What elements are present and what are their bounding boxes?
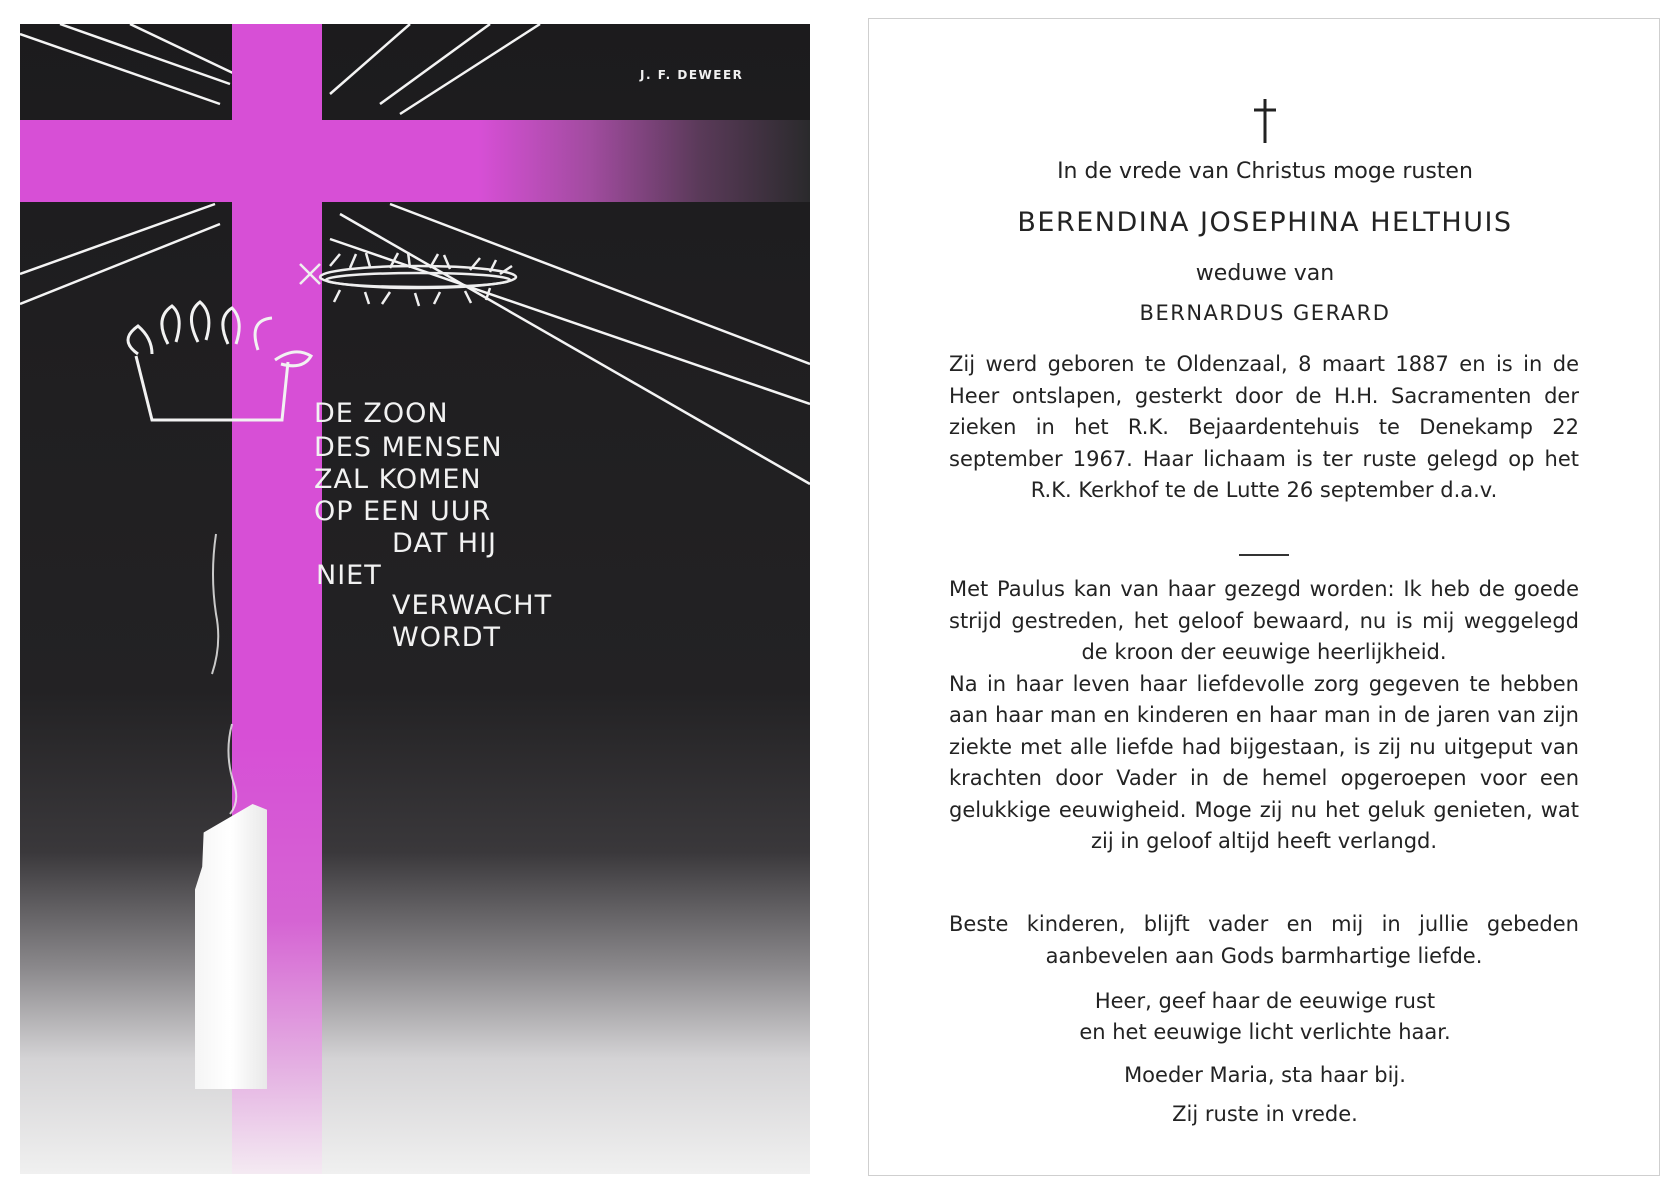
poem-line: NIET bbox=[316, 560, 382, 591]
paul-quote-paragraph bbox=[949, 574, 1579, 858]
paul-quote: Met Paulus kan van haar gezegd worden: Ik heb de goede strijd gestreden, het geloof bewaard, nu is mij weggelegd de kroon der eeuwige heerlijkheid. bbox=[949, 577, 1579, 664]
publisher-label: J. F. DEWEER bbox=[640, 68, 744, 82]
spouse-name: BERNARDUS GERARD bbox=[1139, 301, 1391, 325]
prayer-line-2: en het eeuwige licht verlichte haar. bbox=[1079, 1020, 1451, 1044]
poem-line: ZAL KOMEN bbox=[314, 464, 482, 495]
poem-line: DE ZOON bbox=[314, 398, 449, 429]
crown-icon bbox=[128, 302, 311, 420]
closing-paragraph: Beste kinderen, blijft vader en mij in jullie gebeden aanbevelen aan Gods barmhartige liefde. bbox=[949, 912, 1579, 968]
poem-line: DAT HIJ bbox=[392, 528, 497, 559]
section-divider bbox=[1239, 554, 1289, 556]
rest-in-peace: Zij ruste in vrede. bbox=[1172, 1102, 1358, 1126]
mary-invocation: Moeder Maria, sta haar bij. bbox=[1124, 1063, 1406, 1087]
crown-of-thorns-icon bbox=[300, 252, 516, 306]
memorial-card-front bbox=[20, 24, 810, 1174]
poem-line: VERWACHT bbox=[392, 590, 553, 621]
smoke-wisp bbox=[212, 534, 236, 814]
poem-line: DES MENSEN bbox=[314, 432, 503, 463]
poem-line: WORDT bbox=[392, 622, 501, 653]
candle-icon bbox=[195, 804, 267, 1089]
deceased-name: BERENDINA JOSEPHINA HELTHUIS bbox=[1017, 207, 1513, 238]
memorial-card-back bbox=[868, 18, 1660, 1176]
cross-icon bbox=[1250, 97, 1280, 145]
prayer-line-1: Heer, geef haar de eeuwige rust bbox=[1094, 989, 1436, 1013]
life-text: Na in haar leven haar liefdevolle zorg gegeven te hebben aan haar man en kinderen en haar man in de jaren van zijn ziekte met alle liefde had bijgestaan, is zij nu uitgeput van krachten door Vader in de hemel opgeroepen voor een gelukkige eeuwigheid. Moge zij nu het geluk genieten, wat zij in geloof altijd heeft verlangd. bbox=[949, 671, 1579, 853]
biography-paragraph: Zij werd geboren te Oldenzaal, 8 maart 1887 en is in de Heer ontslapen, gesterkt door de H.H. Sacramenten der zieken in het R.K. Bejaardentehuis te Denekamp 22 september 1967. Haar lichaam is ter ruste gelegd op het R.K. Kerkhof te de Lutte 26 september d.a.v. bbox=[949, 352, 1579, 502]
opening-line: In de vrede van Christus moge rusten bbox=[1057, 159, 1473, 184]
poem-line: OP EEN UUR bbox=[314, 496, 492, 527]
prayer bbox=[869, 986, 1661, 1048]
widow-of-label: weduwe van bbox=[1195, 261, 1335, 286]
